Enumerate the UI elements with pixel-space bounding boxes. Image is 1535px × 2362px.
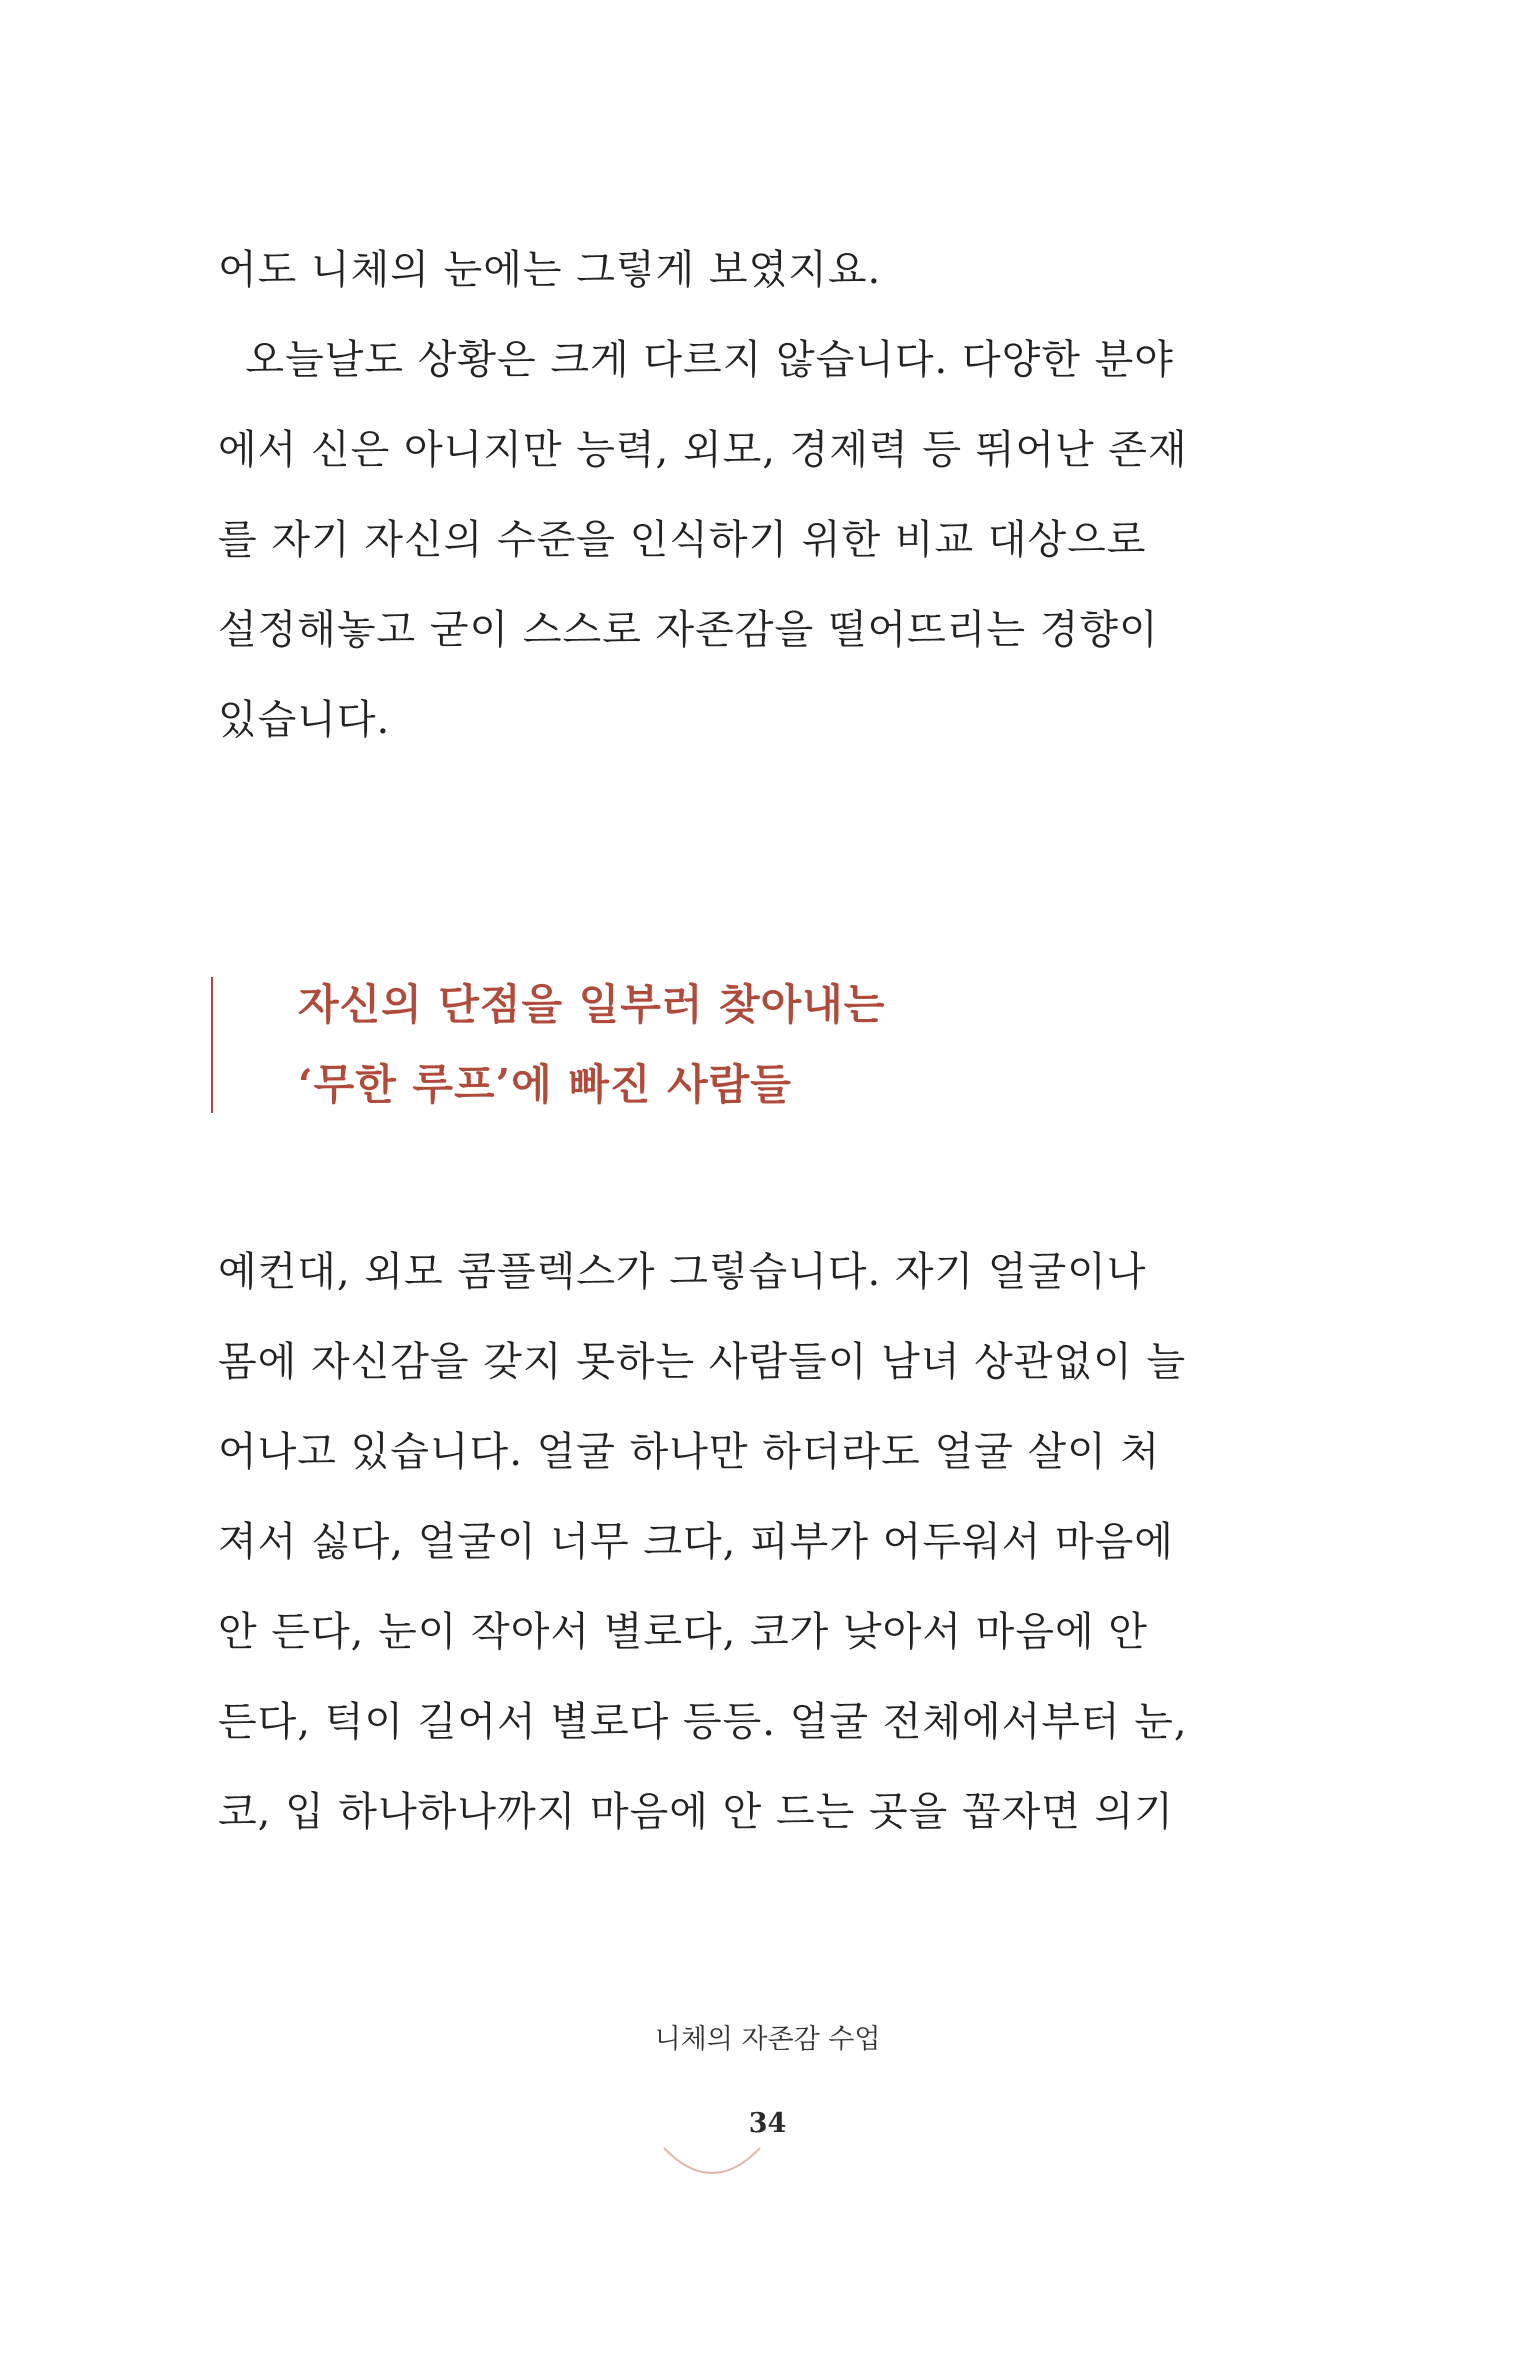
- section-heading-line-1: 자신의 단점을 일부러 찾아내는: [298, 980, 886, 1029]
- body-line: 몸에 자신감을 갖지 못하는 사람들이 남녀 상관없이 늘: [218, 1339, 1187, 1385]
- body-line: 예컨대, 외모 콤플렉스가 그렇습니다. 자기 얼굴이나: [218, 1249, 1147, 1295]
- section-heading-line-2: ‘무한 루프’에 빠진 사람들: [298, 1060, 792, 1109]
- section-heading: [211, 975, 1111, 1115]
- body-line: 져서 싫다, 얼굴이 너무 크다, 피부가 어두워서 마음에: [218, 1519, 1174, 1565]
- body-line: 에서 신은 아니지만 능력, 외모, 경제력 등 뛰어난 존재: [218, 427, 1188, 473]
- body-line: 코, 입 하나하나까지 마음에 안 드는 곳을 꼽자면 의기: [218, 1789, 1174, 1835]
- body-line: 어도 니체의 눈에는 그렇게 보였지요.: [218, 247, 882, 293]
- page-number-arc-ornament: [660, 2098, 764, 2174]
- body-line: 안 든다, 눈이 작아서 별로다, 코가 낮아서 마음에 안: [218, 1609, 1148, 1655]
- body-line: 어나고 있습니다. 얼굴 하나만 하더라도 얼굴 살이 처: [218, 1429, 1161, 1475]
- body-line: 설정해놓고 굳이 스스로 자존감을 떨어뜨리는 경향이: [218, 607, 1159, 653]
- body-line: 를 자기 자신의 수준을 인식하기 위한 비교 대상으로: [218, 517, 1147, 563]
- body-line: 있습니다.: [218, 697, 391, 743]
- body-line: 든다, 턱이 길어서 별로다 등등. 얼굴 전체에서부터 눈,: [218, 1699, 1188, 1745]
- body-line: 오늘날도 상황은 크게 다르지 않습니다. 다양한 분야: [218, 337, 1174, 383]
- page-number: 34: [748, 2108, 787, 2139]
- running-footer-book-title: 니체의 자존감 수업: [654, 2024, 881, 2055]
- heading-accent-bar: [211, 977, 213, 1113]
